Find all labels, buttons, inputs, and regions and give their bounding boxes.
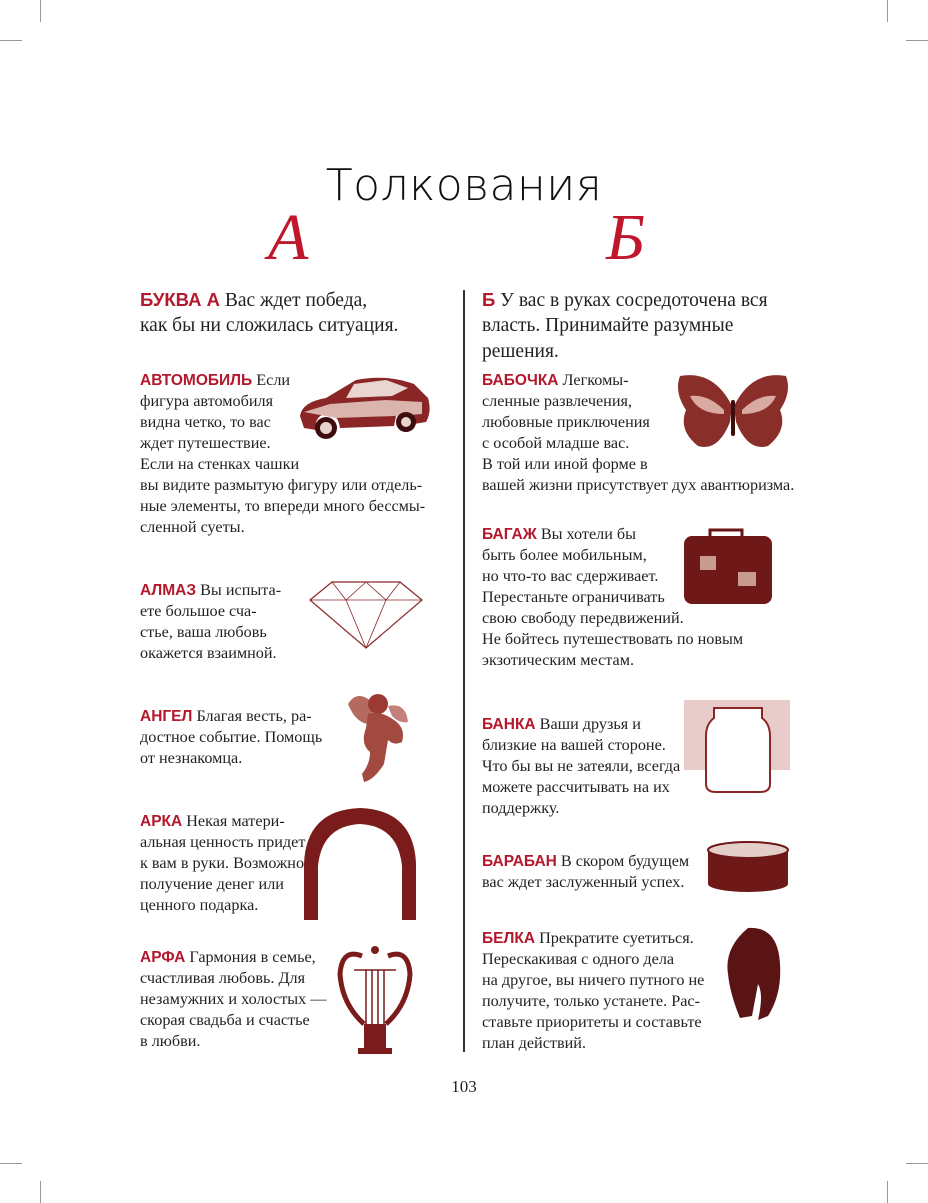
- entry-line: [482, 524, 636, 545]
- crop-mark: [887, 0, 888, 22]
- entry-line: [482, 475, 794, 495]
- entry-line: [482, 433, 629, 453]
- entry-text: Перестаньте ограничивать: [482, 588, 665, 606]
- entry-line: [140, 475, 422, 495]
- entry-line: [482, 587, 665, 607]
- entry-text: решения.: [482, 341, 559, 362]
- entry-line: [140, 454, 299, 474]
- entry-line: [482, 777, 670, 797]
- entry-text: Перескакивая с одного дела: [482, 950, 675, 968]
- entry-term: БАРАБАН: [482, 853, 557, 870]
- entry-term: АНГЕЛ: [140, 708, 193, 725]
- drum-illustration: [704, 838, 792, 896]
- entry-line: [140, 1010, 310, 1030]
- entry-text: Что бы вы не затеяли, всегда: [482, 757, 681, 775]
- arch-illustration: [298, 804, 422, 922]
- entry-text: с особой младше вас.: [482, 434, 630, 452]
- entry-line: [482, 650, 634, 670]
- entry-line: [482, 370, 629, 391]
- crop-mark: [906, 40, 928, 41]
- entry-line: [140, 874, 284, 894]
- entry-text: сленные развлечения,: [482, 392, 632, 410]
- entry-text: ждет путешествие.: [140, 434, 271, 452]
- entry-text: план действий.: [482, 1034, 586, 1052]
- entry-text: ставьте приоритеты и составьте: [482, 1013, 702, 1031]
- entry-line: [482, 1012, 702, 1032]
- entry-line: [140, 989, 327, 1009]
- entry-line: [140, 622, 267, 642]
- entry-line: [140, 314, 398, 338]
- entry-text: У вас в руках сосредоточена вся: [500, 290, 768, 311]
- entry-line: [140, 832, 305, 852]
- section-letter-b: Б: [606, 201, 645, 274]
- entry-text: Вас ждет победа,: [224, 290, 368, 311]
- entry-line: [482, 629, 743, 649]
- column-divider: [463, 290, 465, 1052]
- entry-line: [140, 433, 271, 453]
- entry-text: скорая свадьба и счастье: [140, 1011, 310, 1029]
- entry-term: АВТОМОБИЛЬ: [140, 372, 253, 389]
- car-illustration: [296, 372, 432, 446]
- entry-term: АРФА: [140, 949, 186, 966]
- entry-line: [482, 314, 733, 338]
- entry-line: [140, 601, 257, 621]
- entry-text: Легкомы-: [562, 371, 629, 389]
- entry-text: счастливая любовь. Для: [140, 969, 306, 987]
- entry-line: [140, 968, 305, 988]
- entry-text: Вы испыта-: [200, 581, 282, 599]
- entry-line: [482, 566, 658, 586]
- entry-text: вас ждет заслуженный успех.: [482, 873, 685, 891]
- entry-line: [140, 853, 304, 873]
- entry-text: видна четко, то вас: [140, 413, 271, 431]
- entry-text: вашей жизни присутствует дух авантюризма.: [482, 476, 795, 494]
- entry-text: Если: [256, 371, 291, 389]
- entry-line: [140, 288, 367, 313]
- entry-text: Ваши друзья и: [539, 715, 641, 733]
- entry-term: АРКА: [140, 813, 183, 830]
- entry-line: [482, 851, 689, 872]
- entry-line: [482, 928, 694, 949]
- page-number: 103: [451, 1077, 477, 1096]
- entry-line: [482, 872, 684, 892]
- entry-term: БЕЛКА: [482, 930, 536, 947]
- entry-text: незамужних и холостых —: [140, 990, 327, 1008]
- entry-term: БАБОЧКА: [482, 372, 559, 389]
- entry-text: как бы ни сложилась ситуация.: [140, 315, 399, 336]
- entry-text: к вам в руки. Возможно: [140, 854, 305, 872]
- entry-line: [140, 370, 290, 391]
- entry-line: [140, 748, 242, 768]
- entry-line: [482, 608, 684, 628]
- entry-text: Вы хотели бы: [540, 525, 637, 543]
- entry-text: Гармония в семье,: [189, 948, 316, 966]
- entry-line: [482, 1033, 586, 1053]
- entry-text: В скором будущем: [560, 852, 690, 870]
- page-title: Толкования: [325, 160, 603, 211]
- entry-term: БАГАЖ: [482, 526, 537, 543]
- entry-text: на другое, вы ничего путного не: [482, 971, 705, 989]
- entry-term: Б: [482, 289, 496, 310]
- entry-text: Не бойтесь путешествовать по новым: [482, 630, 744, 648]
- entry-term: БУКВА А: [140, 289, 220, 310]
- section-letter-a: А: [268, 201, 309, 274]
- entry-text: поддержку.: [482, 799, 560, 817]
- entry-text: ценного подарка.: [140, 896, 259, 914]
- entry-text: стье, ваша любовь: [140, 623, 267, 641]
- entry-text: близкие на вашей стороне.: [482, 736, 666, 754]
- entry-line: [482, 991, 700, 1011]
- entry-line: [140, 1031, 200, 1051]
- lyre-illustration: [332, 944, 418, 1056]
- entry-line: [482, 970, 704, 990]
- entry-line: [482, 288, 768, 313]
- entry-text: быть более мобильным,: [482, 546, 647, 564]
- butterfly-illustration: [674, 370, 792, 454]
- entry-text: альная ценность придет: [140, 833, 306, 851]
- entry-text: любовные приключения: [482, 413, 650, 431]
- entry-text: ные элементы, то впереди много бессмы-: [140, 497, 426, 515]
- entry-line: [482, 454, 648, 474]
- entry-line: [140, 580, 281, 601]
- jar-illustration: [684, 700, 790, 796]
- diamond-illustration: [306, 578, 426, 650]
- entry-text: В той или иной форме в: [482, 455, 648, 473]
- entry-text: ете большое сча-: [140, 602, 257, 620]
- entry-line: [482, 735, 666, 755]
- crop-mark: [906, 1163, 928, 1164]
- entry-text: можете рассчитывать на их: [482, 778, 670, 796]
- entry-line: [482, 391, 632, 411]
- entry-text: экзотическим местам.: [482, 651, 635, 669]
- entry-text: Некая матери-: [186, 812, 285, 830]
- crop-mark: [40, 1181, 41, 1203]
- entry-line: [140, 811, 285, 832]
- entry-text: сленной суеты.: [140, 518, 245, 536]
- entry-line: [140, 727, 322, 747]
- entry-text: окажется взаимной.: [140, 644, 277, 662]
- entry-term: АЛМАЗ: [140, 582, 197, 599]
- entry-line: [482, 412, 650, 432]
- entry-text: получите, только устанете. Рас-: [482, 992, 700, 1010]
- entry-text: власть. Принимайте разумные: [482, 315, 734, 336]
- entry-line: [140, 643, 277, 663]
- crop-mark: [887, 1181, 888, 1203]
- entry-line: [140, 391, 273, 411]
- entry-term: БАНКА: [482, 716, 536, 733]
- entry-line: [482, 949, 674, 969]
- entry-text: но что-то вас сдерживает.: [482, 567, 659, 585]
- entry-text: Прекратите суетиться.: [539, 929, 694, 947]
- entry-line: [140, 412, 271, 432]
- entry-text: достное событие. Помощь: [140, 728, 323, 746]
- entry-line: [482, 340, 559, 364]
- crop-mark: [0, 1163, 22, 1164]
- entry-line: [140, 947, 316, 968]
- squirrel-illustration: [718, 924, 786, 1022]
- entry-text: Благая весть, ра-: [196, 707, 312, 725]
- entry-line: [140, 706, 312, 727]
- entry-line: [140, 517, 245, 537]
- entry-text: в любви.: [140, 1032, 201, 1050]
- entry-line: [482, 545, 647, 565]
- suitcase-illustration: [682, 526, 774, 606]
- entry-text: получение денег или: [140, 875, 284, 893]
- entry-line: [140, 496, 425, 516]
- entry-line: [140, 895, 258, 915]
- entry-line: [482, 714, 641, 735]
- entry-text: от незнакомца.: [140, 749, 243, 767]
- entry-line: [482, 798, 559, 818]
- entry-text: Если на стенках чашки: [140, 455, 300, 473]
- crop-mark: [40, 0, 41, 22]
- entry-line: [482, 756, 680, 776]
- entry-text: вы видите размытую фигуру или отдель-: [140, 476, 423, 494]
- crop-mark: [0, 40, 22, 41]
- angel-illustration: [344, 684, 412, 786]
- entry-text: свою свободу передвижений.: [482, 609, 684, 627]
- entry-text: фигура автомобиля: [140, 392, 274, 410]
